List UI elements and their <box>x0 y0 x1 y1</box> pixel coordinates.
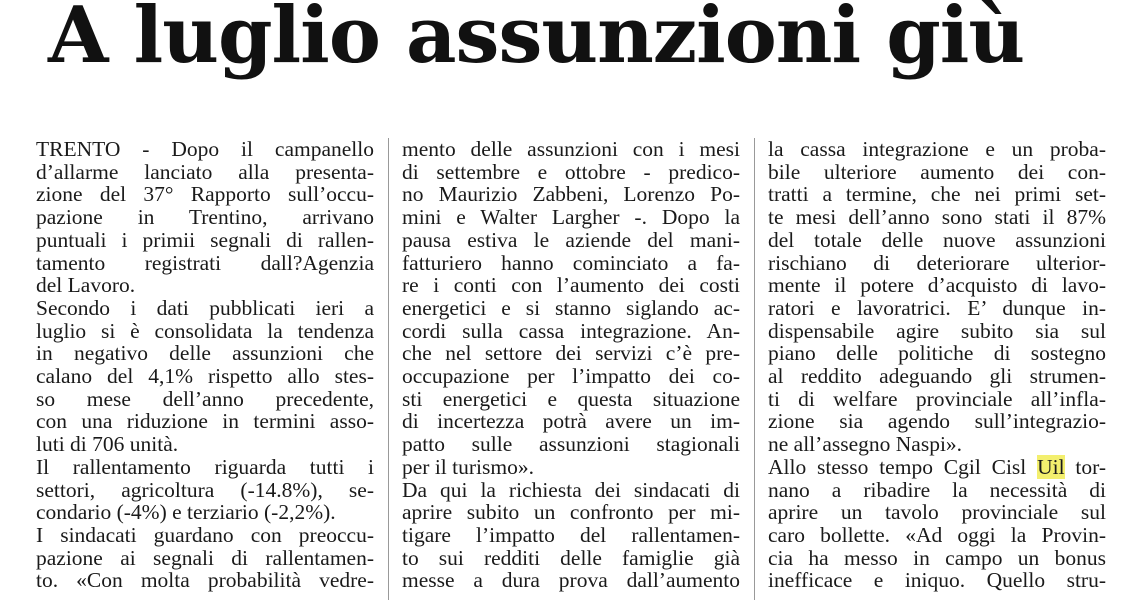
text-line: del totale delle nuove assunzioni <box>768 227 1106 252</box>
text-line: piano delle politiche di sostegno <box>768 341 1106 366</box>
text-line: tamento registrati dall?Agenzia <box>36 250 374 275</box>
text-line: pausa estiva le aziende del mani- <box>402 227 740 252</box>
text-line: ne all’assegno Naspi». <box>768 432 963 457</box>
highlighted-word: Uil <box>1037 454 1065 479</box>
article-column-3 <box>768 138 1106 592</box>
text-line: calano del 4,1% rispetto allo stes- <box>36 364 374 389</box>
text-line: in negativo delle assunzioni che <box>36 341 374 366</box>
text-line: ti di welfare provinciale all’infla- <box>768 386 1106 411</box>
text-line: tigare l’impatto del rallentamen- <box>402 522 740 547</box>
text-line: mini e Walter Largher -. Dopo la <box>402 205 740 230</box>
text-line: zione del 37° Rapporto sull’occu- <box>36 182 374 207</box>
text-line: aprire subito un confronto per mi- <box>402 500 740 525</box>
text-line: te mesi dell’anno sono stati il 87% <box>768 205 1106 230</box>
text-line: Allo stesso tempo Cgil Cisl Uil tor- <box>768 454 1106 479</box>
text-line: al reddito adeguando gli strumen- <box>768 364 1106 389</box>
text-line: fatturiero hanno cominciato a fa- <box>402 250 740 275</box>
text-line: di incertezza potrà avere un im- <box>402 409 740 434</box>
text-line: caro bollette. «Ad oggi la Provin- <box>768 522 1106 547</box>
text-line: energetici e si stanno siglando ac- <box>402 295 740 320</box>
text-line: luglio si è consolidata la tendenza <box>36 318 374 343</box>
text-line: occupazione per l’impatto dei co- <box>402 364 740 389</box>
text-line: pazione ai segnali di rallentamen- <box>36 545 374 570</box>
text-line: inefficace e iniquo. Quello stru- <box>768 568 1106 593</box>
text-line: settori, agricoltura (-14.8%), se- <box>36 477 374 502</box>
text-line: bile ulteriore aumento dei con- <box>768 159 1106 184</box>
headline: A luglio assunzioni giù <box>48 0 1025 81</box>
text-line: la cassa integrazione e un proba- <box>768 137 1106 161</box>
column-divider <box>754 138 755 600</box>
text-line: cordi sulla cassa integrazione. An- <box>402 318 740 343</box>
text-line: Il rallentamento riguarda tutti i <box>36 454 374 479</box>
text-line: sti energetici e questa situazione <box>402 386 740 411</box>
text-line: zione sia agendo sull’integrazio- <box>768 409 1106 434</box>
text-line: re i conti con l’aumento dei costi <box>402 273 740 298</box>
text-line: del Lavoro. <box>36 273 136 298</box>
text-line: tratti a termine, che nei primi set- <box>768 182 1106 207</box>
text-line: per il turismo». <box>402 454 534 479</box>
text-line: mento delle assunzioni con i mesi <box>402 137 740 161</box>
text-line: nano a ribadire la necessità di <box>768 477 1106 502</box>
text-line: ratori e lavoratrici. E’ dunque in- <box>768 295 1106 320</box>
text-line: messe a dura prova dall’aumento <box>402 568 740 593</box>
text-line: di settembre e ottobre - predico- <box>402 159 740 184</box>
text-line: che nel settore dei servizi c’è pre- <box>402 341 740 366</box>
text-line: con una riduzione in termini asso- <box>36 409 374 434</box>
text-line: to sui redditi delle famiglie già <box>402 545 740 570</box>
text-line: TRENTO - Dopo il campanello <box>36 137 374 161</box>
article-column-2 <box>402 138 740 592</box>
text-line: Da qui la richiesta dei sindacati di <box>402 477 740 502</box>
text-line: to. «Con molta probabilità vedre- <box>36 568 374 593</box>
text-line: cia ha messo in campo un bonus <box>768 545 1106 570</box>
text-line: d’allarme lanciato alla presenta- <box>36 159 374 184</box>
text-line: condario (-4%) e terziario (-2,2%). <box>36 500 336 525</box>
text-line: puntuali i primii segnali di rallen- <box>36 227 374 252</box>
text-line: luti di 706 unità. <box>36 432 179 457</box>
text-line: dispensabile agire subito sia sul <box>768 318 1106 343</box>
column-divider <box>388 138 389 600</box>
text-line: pazione in Trentino, arrivano <box>36 205 374 230</box>
text-line: mente il potere d’acquisto di lavo- <box>768 273 1106 298</box>
text-line: I sindacati guardano con preoccu- <box>36 522 374 547</box>
text-line: aprire un tavolo provinciale sul <box>768 500 1106 525</box>
text-line: Secondo i dati pubblicati ieri a <box>36 295 374 320</box>
text-line: rischiano di deteriorare ulterior- <box>768 250 1106 275</box>
article-column-1 <box>36 138 374 592</box>
text-line: patto sulle assunzioni stagionali <box>402 432 740 457</box>
text-line: so mese dell’anno precedente, <box>36 386 374 411</box>
text-line: no Maurizio Zabbeni, Lorenzo Po- <box>402 182 740 207</box>
